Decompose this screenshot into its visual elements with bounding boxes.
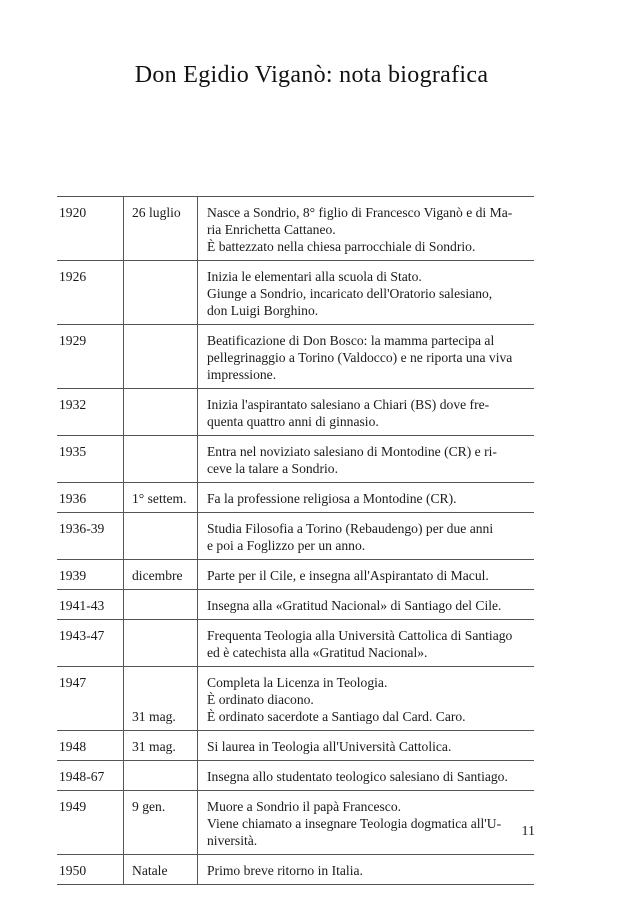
timeline-year: 1950	[57, 855, 124, 884]
timeline-date-text: 26 luglio	[132, 205, 181, 220]
timeline-row	[57, 261, 534, 325]
timeline-row	[57, 197, 534, 261]
timeline-event-line: È battezzato nella chiesa parrocchiale di Sondrio.	[207, 239, 476, 254]
timeline-date-text: 31 mag.	[132, 739, 176, 754]
timeline-row	[57, 389, 534, 436]
timeline-event-line: Frequenta Teologia alla Università Cattolica di Santiago	[207, 628, 513, 643]
timeline-date-text: Natale	[132, 863, 168, 878]
timeline-year: 1929	[57, 325, 124, 388]
timeline-event-line: e poi a Foglizzo per un anno.	[207, 538, 366, 553]
timeline-event-line: quenta quattro anni di ginnasio.	[207, 414, 379, 429]
timeline-event	[198, 560, 534, 589]
timeline-row	[57, 483, 534, 513]
timeline-event-line: Studia Filosofia a Torino (Rebaudengo) per due anni	[207, 521, 494, 536]
timeline-event-line: Nasce a Sondrio, 8° figlio di Francesco Viganò e di Ma-	[207, 205, 513, 220]
timeline-event-line: ed è catechista alla «Gratitud Nacional».	[207, 645, 428, 660]
timeline-date	[124, 560, 198, 589]
timeline-date	[124, 389, 198, 435]
timeline-event-line: Fa la professione religiosa a Montodine (CR).	[207, 491, 457, 506]
timeline-event-line: don Luigi Borghino.	[207, 303, 319, 318]
timeline-event	[198, 513, 534, 559]
timeline-date	[124, 855, 198, 884]
timeline-row	[57, 560, 534, 590]
timeline-event	[198, 197, 534, 260]
timeline-year: 1936-39	[57, 513, 124, 559]
timeline-event-line: Muore a Sondrio il papà Francesco.	[207, 799, 402, 814]
timeline-event	[198, 261, 534, 324]
timeline-event-line: È ordinato diacono.	[207, 692, 314, 707]
timeline-event	[198, 731, 534, 760]
timeline-event-line: Inizia l'aspirantato salesiano a Chiari (BS) dove fre-	[207, 397, 490, 412]
timeline-date	[124, 197, 198, 260]
timeline-row	[57, 855, 534, 885]
timeline-row	[57, 590, 534, 620]
timeline-year: 1949	[57, 791, 124, 854]
timeline-year: 1936	[57, 483, 124, 512]
timeline-event	[198, 483, 534, 512]
timeline-date	[124, 620, 198, 666]
timeline-date	[124, 261, 198, 324]
timeline-year: 1932	[57, 389, 124, 435]
timeline-event-line: Primo breve ritorno in Italia.	[207, 863, 363, 878]
timeline-row	[57, 325, 534, 389]
page-number: 11	[521, 824, 535, 839]
timeline-event-line: Entra nel noviziato salesiano di Montodine (CR) e ri-	[207, 444, 497, 459]
timeline-year: 1926	[57, 261, 124, 324]
timeline-date-text: dicembre	[132, 568, 183, 583]
timeline-event	[198, 667, 534, 730]
timeline-year: 1943-47	[57, 620, 124, 666]
timeline-event	[198, 389, 534, 435]
timeline-row	[57, 513, 534, 560]
timeline-event-line: È ordinato sacerdote a Santiago dal Card. Caro.	[207, 709, 466, 724]
timeline-date	[124, 731, 198, 760]
timeline-event-line: pellegrinaggio a Torino (Valdocco) e ne riporta una viva	[207, 350, 513, 365]
timeline-event-line: Insegna allo studentato teologico salesiano di Santiago.	[207, 769, 508, 784]
timeline-date	[124, 791, 198, 854]
timeline-event-line: Giunge a Sondrio, incaricato dell'Oratorio salesiano,	[207, 286, 493, 301]
timeline-event-line: ceve la talare a Sondrio.	[207, 461, 338, 476]
timeline-date	[124, 761, 198, 790]
timeline-event-line: impressione.	[207, 367, 277, 382]
biography-timeline-table	[57, 196, 534, 885]
timeline-row	[57, 620, 534, 667]
timeline-row	[57, 761, 534, 791]
timeline-event	[198, 436, 534, 482]
timeline-year: 1941-43	[57, 590, 124, 619]
timeline-event-line: Si laurea in Teologia all'Università Cattolica.	[207, 739, 452, 754]
timeline-date-text: 1° settem.	[132, 491, 187, 506]
timeline-date	[124, 436, 198, 482]
timeline-date	[124, 325, 198, 388]
timeline-event-line: Viene chiamato a insegnare Teologia dogmatica all'U-	[207, 816, 502, 831]
timeline-event-line: Insegna alla «Gratitud Nacional» di Santiago del Cile.	[207, 598, 502, 613]
timeline-event-line: ria Enrichetta Cattaneo.	[207, 222, 336, 237]
timeline-event	[198, 855, 534, 884]
timeline-event	[198, 791, 534, 854]
timeline-row	[57, 731, 534, 761]
page-title: Don Egidio Viganò: nota biografica	[134, 62, 489, 88]
timeline-year: 1947	[57, 667, 124, 730]
timeline-date	[124, 483, 198, 512]
timeline-row	[57, 667, 534, 731]
timeline-year: 1939	[57, 560, 124, 589]
timeline-row	[57, 436, 534, 483]
timeline-year: 1948-67	[57, 761, 124, 790]
timeline-event-line: niversità.	[207, 833, 258, 848]
timeline-date-text: 31 mag.	[132, 709, 176, 724]
timeline-event	[198, 325, 534, 388]
timeline-event	[198, 620, 534, 666]
timeline-event-line: Parte per il Cile, e insegna all'Aspirantato di Macul.	[207, 568, 489, 583]
timeline-row	[57, 791, 534, 855]
timeline-date-text: 9 gen.	[132, 799, 166, 814]
timeline-event	[198, 761, 534, 790]
timeline-date	[124, 667, 198, 730]
timeline-event	[198, 590, 534, 619]
timeline-event-line: Inizia le elementari alla scuola di Stato.	[207, 269, 422, 284]
timeline-year: 1935	[57, 436, 124, 482]
timeline-event-line: Completa la Licenza in Teologia.	[207, 675, 388, 690]
timeline-event-line: Beatificazione di Don Bosco: la mamma partecipa al	[207, 333, 495, 348]
timeline-date	[124, 590, 198, 619]
timeline-year: 1948	[57, 731, 124, 760]
timeline-date	[124, 513, 198, 559]
timeline-year: 1920	[57, 197, 124, 260]
